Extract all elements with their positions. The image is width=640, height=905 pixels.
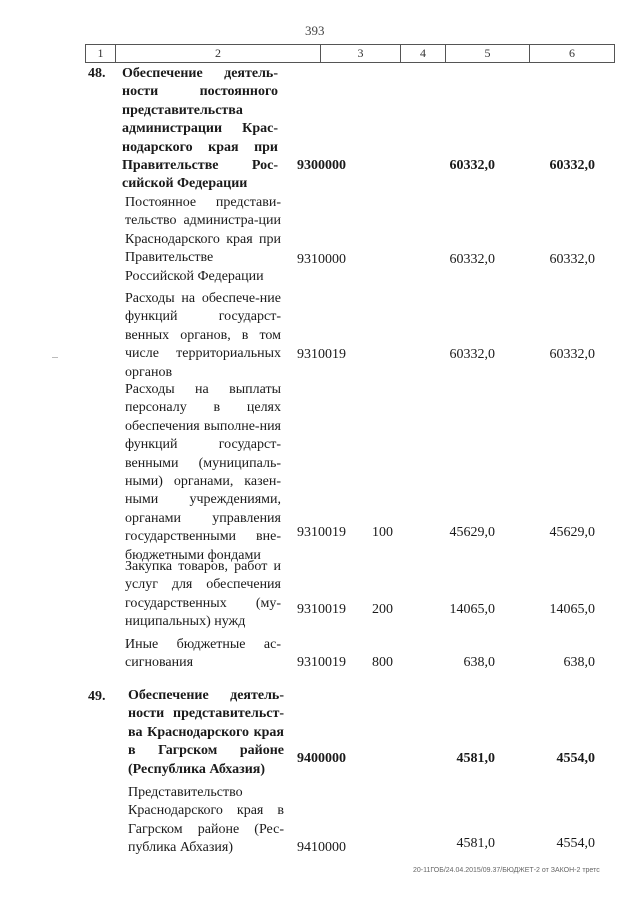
row-vr: 100 xyxy=(372,525,393,540)
row-description: Постоянное представи-тельство администра-ции Краснодарского края при Правительстве Российской Федерации xyxy=(125,195,281,284)
row-value-col5: 4581,0 xyxy=(456,751,495,766)
row-description: Расходы на выплаты персоналу в целях обеспечения выполне-ния функций государст-венными (муниципаль-ными) органами, казен-ными учреждениями, органами управления государственными вне-бюджетными фондами xyxy=(125,382,281,563)
table-header xyxy=(85,44,615,63)
row-code: 9300000 xyxy=(297,158,346,173)
header-col-1: 1 xyxy=(86,45,116,62)
row-value-col6: 4554,0 xyxy=(556,751,595,766)
row-code: 9310019 xyxy=(297,525,346,540)
row-description: Закупка товаров, работ и услуг для обеспечения государственных (му-ниципальных) нужд xyxy=(125,559,281,630)
row-number: 49. xyxy=(88,689,106,704)
row-vr: 200 xyxy=(372,602,393,617)
row-description: Обеспечение деятель-ности представительст-ва Краснодарского края в Гагрском районе (Республика Абхазия) xyxy=(128,688,284,777)
row-value-col6: 4554,0 xyxy=(556,836,595,851)
row-value-col5: 14065,0 xyxy=(449,602,495,617)
page-number: 393 xyxy=(305,23,325,38)
row-description: Иные бюджетные ас-сигнования xyxy=(125,637,281,671)
row-value-col5: 4581,0 xyxy=(456,836,495,851)
row-vr: 800 xyxy=(372,655,393,670)
row-code: 9410000 xyxy=(297,840,346,855)
footer-stamp: 20-11ГОБ/24.04.2015/09.37/БЮДЖЕТ-2 от ЗАКОН-2 третс xyxy=(413,867,600,874)
margin-mark xyxy=(52,357,58,358)
row-description: Представительство Краснодарского края в Гагрском районе (Рес-публика Абхазия) xyxy=(128,785,284,856)
row-value-col5: 45629,0 xyxy=(449,525,495,540)
row-number: 48. xyxy=(88,66,106,81)
header-col-2: 2 xyxy=(116,45,321,62)
row-code: 9310019 xyxy=(297,347,346,362)
row-code: 9310019 xyxy=(297,655,346,670)
row-code: 9310000 xyxy=(297,252,346,267)
row-value-col6: 60332,0 xyxy=(549,158,595,173)
row-description: Обеспечение деятель-ности постоянного представительства администрации Крас-нодарского края при Правительстве Рос-сийской Федерации xyxy=(122,66,278,192)
row-code: 9310019 xyxy=(297,602,346,617)
row-description: Расходы на обеспече-ние функций государст-венных органов, в том числе территориальных органов xyxy=(125,291,281,380)
row-value-col5: 638,0 xyxy=(463,655,495,670)
row-value-col6: 60332,0 xyxy=(549,252,595,267)
header-col-6: 6 xyxy=(569,46,575,60)
header-col-4: 4 xyxy=(401,45,446,62)
row-value-col6: 45629,0 xyxy=(549,525,595,540)
row-code: 9400000 xyxy=(297,751,346,766)
header-col-5: 5 xyxy=(446,45,530,62)
row-value-col6: 60332,0 xyxy=(549,347,595,362)
row-value-col5: 60332,0 xyxy=(449,158,495,173)
row-value-col5: 60332,0 xyxy=(449,252,495,267)
row-value-col6: 14065,0 xyxy=(549,602,595,617)
header-col-3: 3 xyxy=(321,45,401,62)
row-value-col5: 60332,0 xyxy=(449,347,495,362)
row-value-col6: 638,0 xyxy=(563,655,595,670)
